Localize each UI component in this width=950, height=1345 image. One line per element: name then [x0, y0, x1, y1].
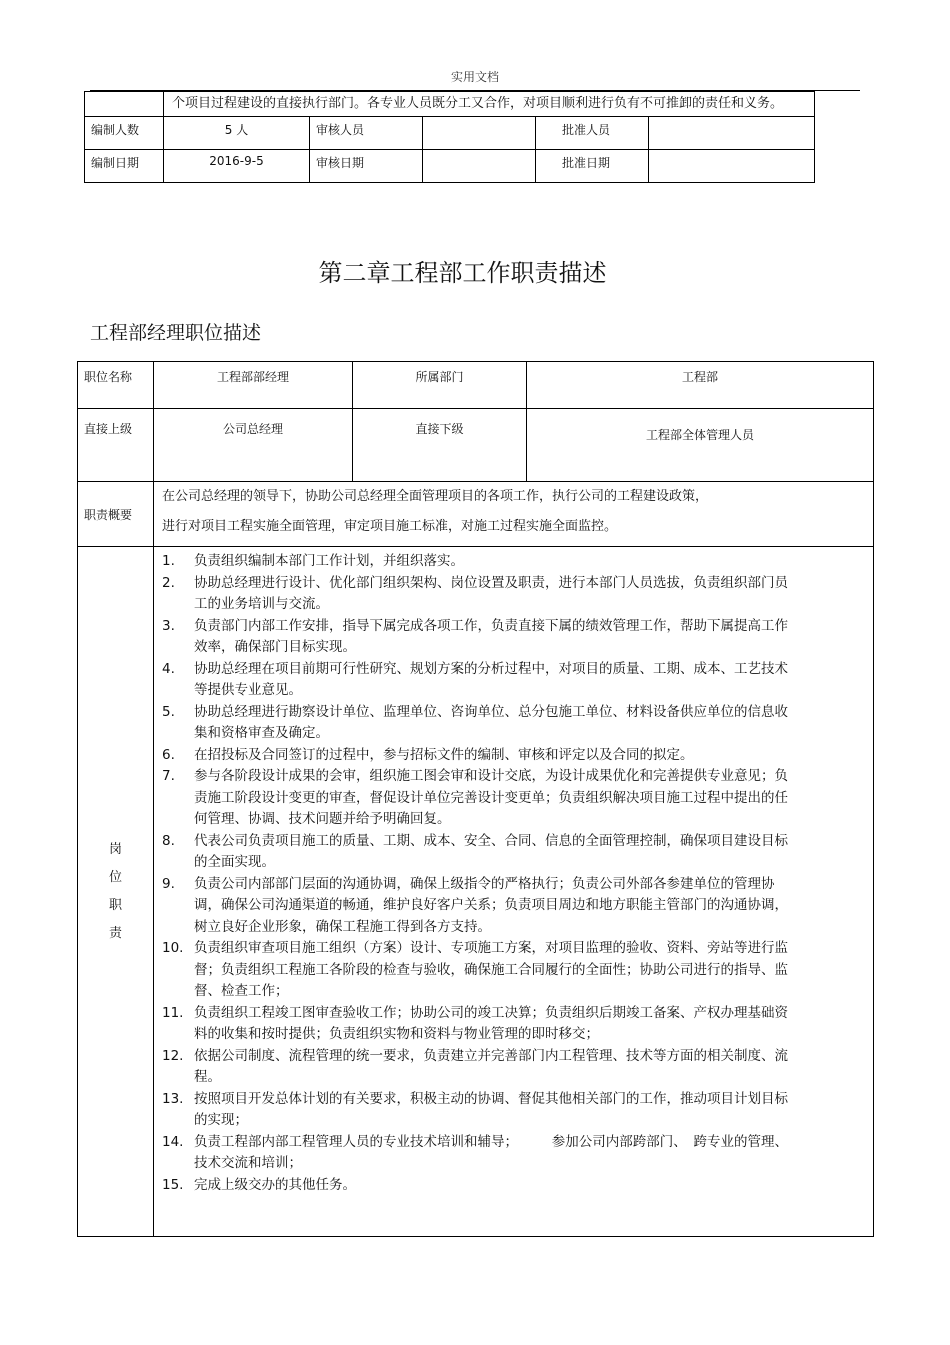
item-text: 负责公司内部部门层面的沟通协调，确保上级指令的严格执行；负责公司外部各参建单位的管理协调，确保公司沟通渠道的畅通，维护良好客户关系；负责项目周边和地方职能主管部门的沟通协调，树立良好企业形象，确保工程施工得到各方支持。 [194, 875, 788, 935]
summary-line: 进行对项目工程实施全面管理，审定项目施工标准，对施工过程实施全面监控。 [162, 519, 618, 534]
page-header: 实用文档 [450, 70, 499, 84]
duties-content [154, 547, 874, 1237]
info-cell [649, 150, 815, 183]
item-text: 负责部门内部工作安排，指导下属完成各项工作，负责直接下属的绩效管理工作，帮助下属提高工作效率，确保部门目标实现。 [194, 617, 788, 655]
list-item [162, 702, 867, 745]
job-title-value: 工程部部经理 [154, 362, 353, 409]
item-text: 在招投标及合同签订的过程中，参与招标文件的编制、审核和评定以及合同的拟定。 [194, 746, 694, 763]
item-number: 7. [162, 768, 175, 784]
list-item [162, 938, 867, 1003]
info-cell: 5 人 [164, 117, 310, 150]
summary-label: 职责概要 [78, 482, 154, 547]
chapter-title: 第二章工程部工作职责描述 [318, 259, 607, 287]
list-item [162, 831, 867, 874]
duties-list [162, 551, 867, 1196]
item-number: 10. [162, 940, 184, 956]
info-cell [423, 150, 536, 183]
list-item [162, 1046, 867, 1089]
continued-left-cell [85, 92, 164, 117]
list-item [162, 1175, 867, 1197]
list-item [162, 659, 867, 702]
item-number: 3. [162, 617, 175, 634]
item-text: 按照项目开发总体计划的有关要求，积极主动的协调、督促其他相关部门的工作，推动项目计划目标的实现； [194, 1090, 788, 1128]
duties-label [78, 547, 154, 1237]
duties-label-char: 责 [108, 925, 122, 941]
item-number: 4. [162, 660, 175, 677]
list-item [162, 1003, 867, 1046]
item-text: 依据公司制度、流程管理的统一要求，负责建立并完善部门内工程管理、技术等方面的相关制度、流程。 [194, 1047, 788, 1085]
item-number: 1. [162, 553, 175, 569]
dept-label: 所属部门 [353, 362, 527, 409]
document-info-table [84, 91, 815, 183]
continued-text: 个项目过程建设的直接执行部门。各专业人员既分工又合作，对项目顺利进行负有不可推卸的责任和义务。 [164, 92, 815, 117]
info-cell [649, 117, 815, 150]
item-text: 负责工程部内部工程管理人员的专业技术培训和辅导； 参加公司内部跨部门、 跨专业的管理、技术交流和培训； [194, 1133, 788, 1171]
item-number: 12. [162, 1047, 184, 1064]
item-number: 8. [162, 832, 175, 849]
item-number: 13. [162, 1090, 184, 1107]
info-cell [423, 117, 536, 150]
duties-label-char: 职 [108, 897, 122, 913]
item-number: 5. [162, 703, 175, 720]
item-text: 协助总经理进行设计、优化部门组织架构、岗位设置及职责，进行本部门人员选拔，负责组织部门员工的业务培训与交流。 [194, 574, 788, 612]
item-number: 2. [162, 574, 175, 591]
info-cell: 审核人员 [310, 117, 423, 150]
info-cell: 编制人数 [85, 117, 164, 150]
item-number: 11. [162, 1004, 184, 1021]
item-number: 6. [162, 746, 175, 763]
list-item [162, 1089, 867, 1132]
item-text: 完成上级交办的其他任务。 [194, 1176, 356, 1193]
subordinate-label: 直接下级 [353, 409, 527, 482]
item-text: 协助总经理在项目前期可行性研究、规划方案的分析过程中，对项目的质量、工期、成本、工艺技术等提供专业意见。 [194, 660, 788, 698]
section-title: 工程部经理职位描述 [90, 322, 262, 344]
list-item [162, 573, 867, 616]
superior-value: 公司总经理 [154, 409, 353, 482]
dept-value: 工程部 [527, 362, 874, 409]
list-item [162, 745, 867, 767]
list-item [162, 551, 867, 573]
info-cell: 2016-9-5 [164, 150, 310, 183]
summary-line: 在公司总经理的领导下，协助公司总经理全面管理项目的各项工作，执行公司的工程建设政策， [162, 489, 709, 504]
summary-content [154, 482, 874, 547]
list-item [162, 874, 867, 939]
item-number: 9. [162, 875, 175, 892]
superior-label: 直接上级 [78, 409, 154, 482]
list-item [162, 616, 867, 659]
info-cell: 编制日期 [85, 150, 164, 183]
item-text: 参与各阶段设计成果的会审，组织施工图会审和设计交底，为设计成果优化和完善提供专业意见；负责施工阶段设计变更的审查，督促设计单位完善设计变更单；负责组织解决项目施工过程中提出的任何管理、协调、技术问题并给予明确回复。 [194, 768, 788, 827]
list-item [162, 766, 867, 831]
list-item [162, 1132, 867, 1175]
info-cell: 批准日期 [536, 150, 649, 183]
item-text: 代表公司负责项目施工的质量、工期、成本、安全、合同、信息的全面管理控制，确保项目建设目标的全面实现。 [194, 832, 788, 870]
info-cell: 批准人员 [536, 117, 649, 150]
item-text: 负责组织编制本部门工作计划，并组织落实。 [194, 553, 464, 569]
position-description-table [77, 361, 874, 1237]
duties-label-char: 位 [108, 869, 122, 885]
item-text: 协助总经理进行勘察设计单位、监理单位、咨询单位、总分包施工单位、材料设备供应单位的信息收集和资格审查及确定。 [194, 703, 788, 741]
job-title-label: 职位名称 [78, 362, 154, 409]
item-text: 负责组织审查项目施工组织（方案）设计、专项施工方案，对项目监理的验收、资料、旁站等进行监督；负责组织工程施工各阶段的检查与验收，确保施工合同履行的全面性；协助公司进行的指导、监督、检查工作； [194, 940, 788, 999]
duties-label-char: 岗 [108, 841, 122, 857]
item-number: 14. [162, 1133, 184, 1150]
item-text: 负责组织工程竣工图审查验收工作；协助公司的竣工决算；负责组织后期竣工备案、产权办理基础资料的收集和按时提供；负责组织实物和资料与物业管理的即时移交； [194, 1004, 788, 1042]
info-cell: 审核日期 [310, 150, 423, 183]
subordinate-value: 工程部全体管理人员 [527, 409, 874, 482]
item-number: 15. [162, 1176, 184, 1193]
